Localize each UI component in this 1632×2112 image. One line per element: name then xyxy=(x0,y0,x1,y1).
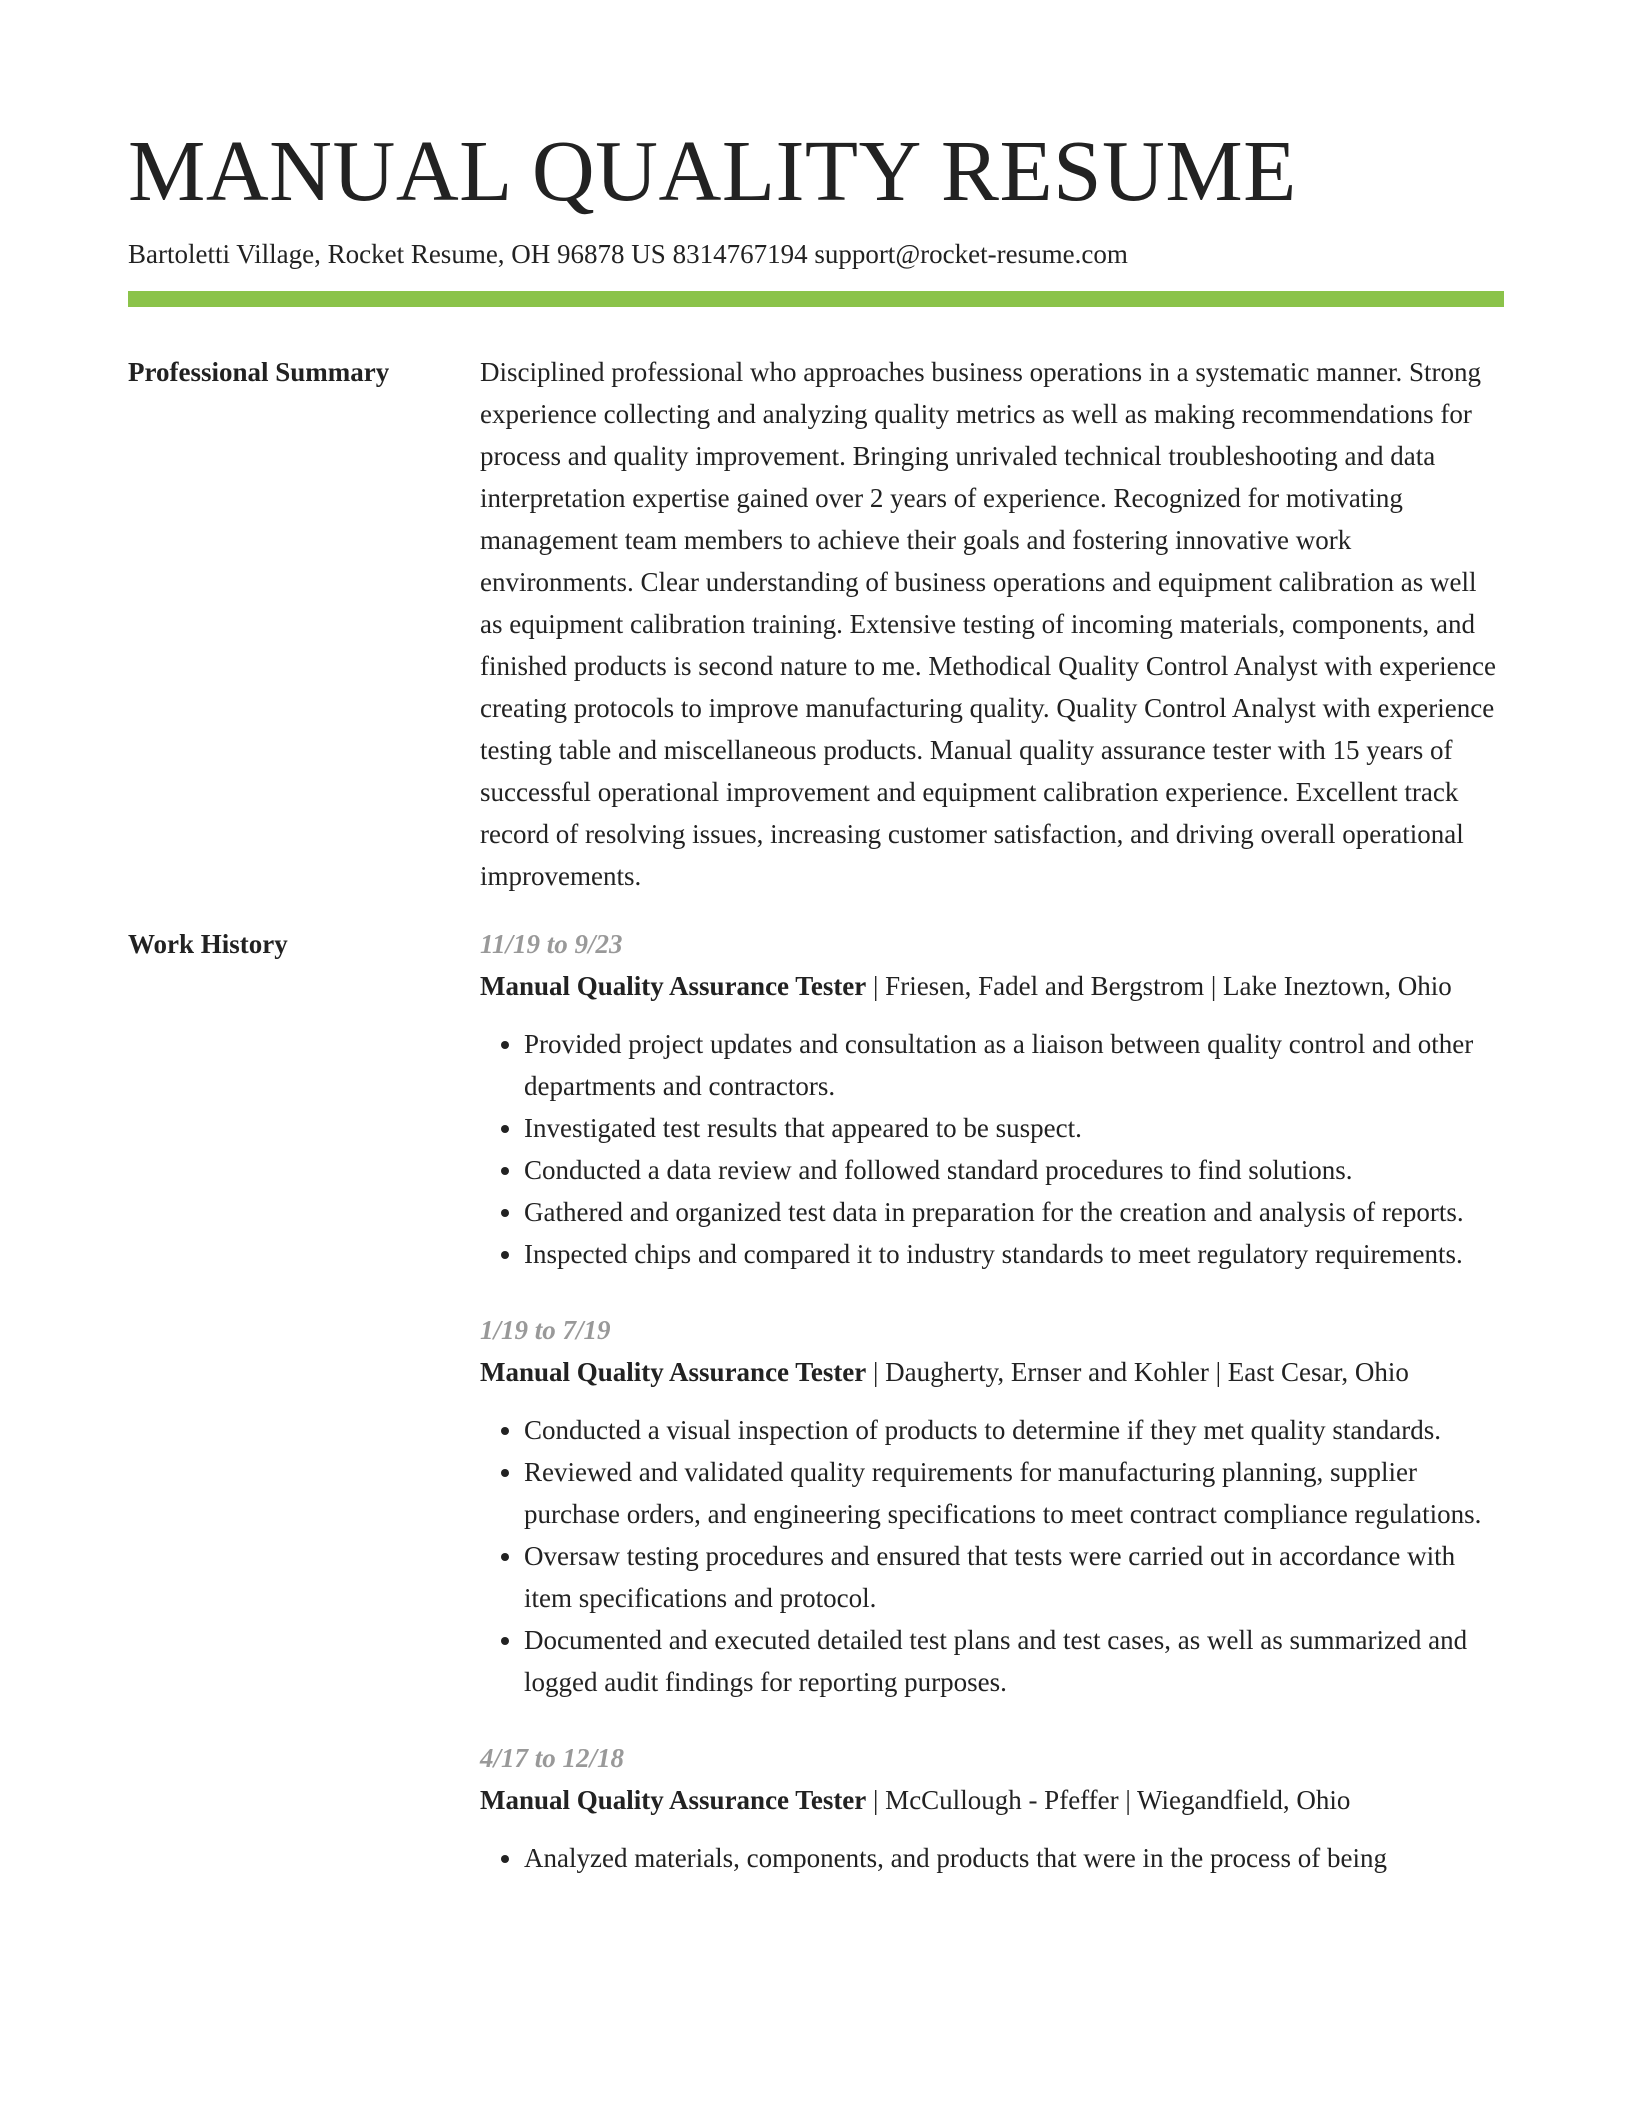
summary-text: Disciplined professional who approaches business operations in a systematic manner. Strong experience collecting and analyzing quality metrics as well as making recommendations for process and quality improvement. Bringing unrivaled technical troubleshooting and data interpretation expertise gained over 2 years of experience. Recognized for motivating management team members to achieve their goals and fostering innovative work environments. Clear understanding of business operations and equipment calibration as well as equipment calibration training. Extensive testing of incoming materials, components, and finished products is second nature to me. Methodical Quality Control Analyst with experience creating protocols to improve manufacturing quality. Quality Control Analyst with experience testing table and miscellaneous products. Manual quality assurance tester with 15 years of successful operational improvement and equipment calibration experience. Excellent track record of resolving issues, increasing customer satisfaction, and driving overall operational improvements. xyxy=(480,357,1497,891)
job-heading xyxy=(480,1351,1504,1393)
job-bullet-list xyxy=(480,1409,1504,1703)
job-bullet: • Gathered and organized test data in preparation for the creation and analysis of reports. xyxy=(524,1191,1504,1233)
section-label-work-history: Work History xyxy=(128,929,288,959)
job-bullet: • Investigated test results that appeared to be suspect. xyxy=(524,1107,1504,1149)
contact-email: support@rocket-resume.com xyxy=(814,239,1128,269)
job-bullet: • Documented and executed detailed test plans and test cases, as well as summarized and logged audit findings for reporting purposes. xyxy=(524,1619,1504,1703)
work-history-section xyxy=(128,923,1504,1913)
job-heading xyxy=(480,1779,1504,1821)
header-divider xyxy=(128,291,1504,307)
job-title: Manual Quality Assurance Tester xyxy=(480,971,867,1001)
contact-phone: 8314767194 xyxy=(672,239,808,269)
job-bullet: • Inspected chips and compared it to industry standards to meet regulatory requirements. xyxy=(524,1233,1504,1275)
job-dates: 4/17 to 12/18 xyxy=(480,1743,625,1773)
job-details: | McCullough - Pfeffer | Wiegandfield, Ohio xyxy=(866,1785,1351,1815)
job-heading xyxy=(480,965,1504,1007)
job-dates: 1/19 to 7/19 xyxy=(480,1315,611,1345)
summary-section xyxy=(128,351,1504,897)
job-entry xyxy=(480,1737,1504,1879)
job-bullet: • Provided project updates and consultation as a liaison between quality control and other departments and contractors. xyxy=(524,1023,1504,1107)
job-dates: 11/19 to 9/23 xyxy=(480,929,623,959)
resume-page xyxy=(128,0,1504,1913)
job-details: | Friesen, Fadel and Bergstrom | Lake Ineztown, Ohio xyxy=(866,971,1452,1001)
resume-title: MANUAL QUALITY RESUME xyxy=(128,122,1297,219)
contact-address: Bartoletti Village, Rocket Resume, OH 96878 US xyxy=(128,239,666,269)
job-bullet: • Oversaw testing procedures and ensured that tests were carried out in accordance with item specifications and protocol. xyxy=(524,1535,1504,1619)
job-title: Manual Quality Assurance Tester xyxy=(480,1785,867,1815)
job-bullet: • Conducted a data review and followed standard procedures to find solutions. xyxy=(524,1149,1504,1191)
job-entry xyxy=(480,1309,1504,1703)
job-bullet: • Analyzed materials, components, and products that were in the process of being xyxy=(524,1837,1504,1879)
job-bullet-list xyxy=(480,1837,1504,1879)
job-title: Manual Quality Assurance Tester xyxy=(480,1357,867,1387)
job-bullet: • Conducted a visual inspection of products to determine if they met quality standards. xyxy=(524,1409,1504,1451)
job-bullet: • Reviewed and validated quality requirements for manufacturing planning, supplier purchase orders, and engineering specifications to meet contract compliance regulations. xyxy=(524,1451,1504,1535)
contact-line xyxy=(128,237,1504,271)
job-details: | Daugherty, Ernser and Kohler | East Cesar, Ohio xyxy=(866,1357,1409,1387)
section-label-summary: Professional Summary xyxy=(128,357,390,387)
job-entry xyxy=(480,923,1504,1275)
job-bullet-list xyxy=(480,1023,1504,1275)
